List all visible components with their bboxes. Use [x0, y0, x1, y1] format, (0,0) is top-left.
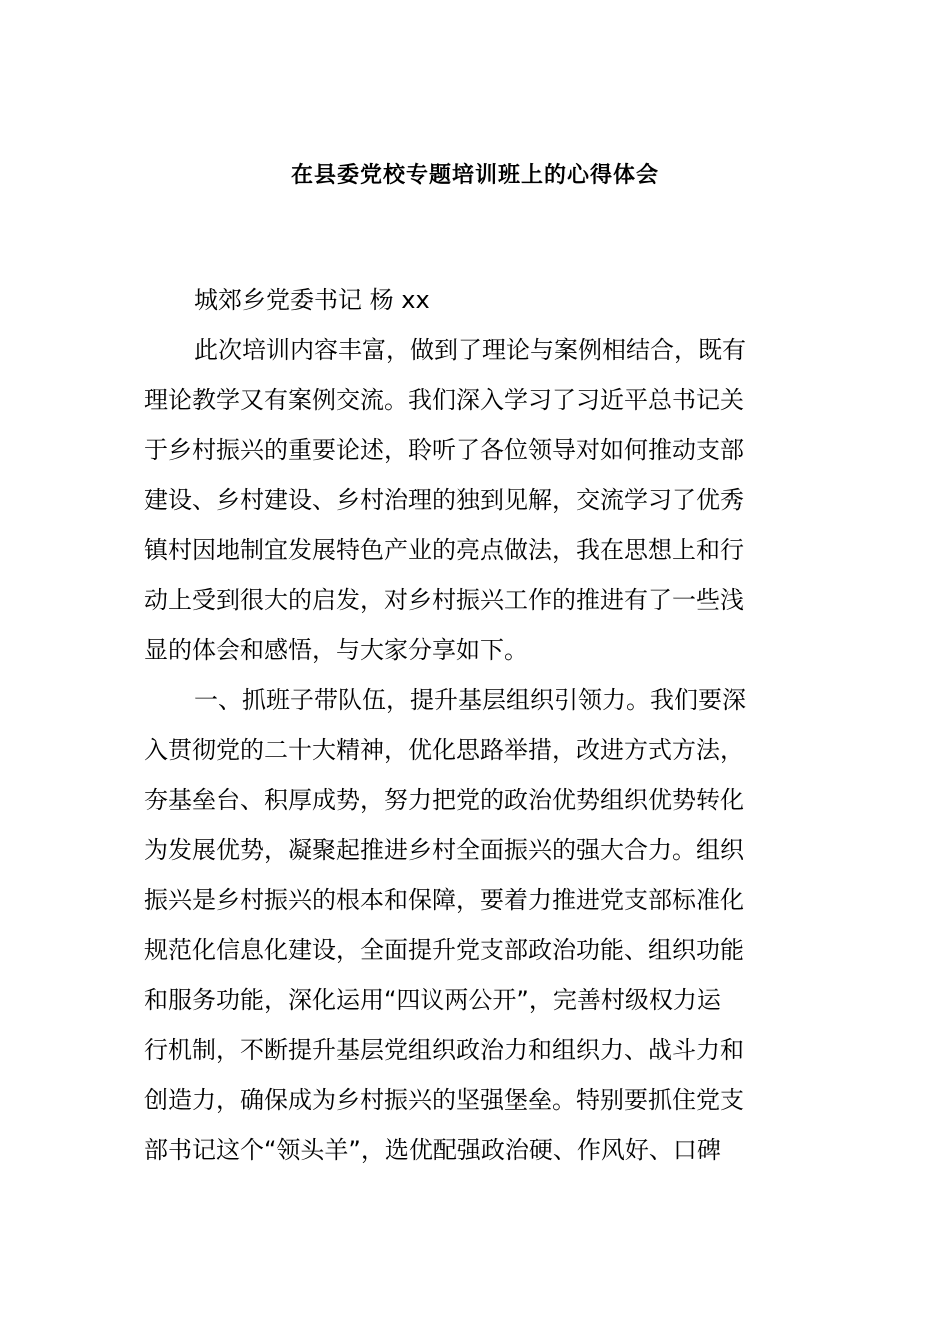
paragraph-line: 入贯彻党的二十大精神，优化思路举措，改进方式方法，	[144, 736, 744, 764]
paragraph-line: 为发展优势，凝聚起推进乡村全面振兴的强大合力。组织	[144, 836, 744, 864]
paragraph-line: 振兴是乡村振兴的根本和保障，要着力推进党支部标准化	[144, 886, 744, 914]
paragraph-line: 显的体会和感悟，与大家分享如下。	[144, 636, 528, 664]
paragraph-line: 创造力，确保成为乡村振兴的坚强堡垒。特别要抓住党支	[144, 1086, 744, 1114]
paragraph-line: 建设、乡村建设、乡村治理的独到见解，交流学习了优秀	[144, 486, 744, 514]
paragraph-line: 理论教学又有案例交流。我们深入学习了习近平总书记关	[144, 386, 744, 414]
document-title: 在县委党校专题培训班上的心得体会	[290, 163, 659, 188]
byline: 城郊乡党委书记 杨 xx	[194, 286, 430, 314]
paragraph-line: 镇村因地制宜发展特色产业的亮点做法，我在思想上和行	[144, 536, 744, 564]
paragraph-line: 部书记这个“领头羊”，选优配强政治硬、作风好、口碑	[144, 1136, 721, 1164]
paragraph-line: 于乡村振兴的重要论述，聆听了各位领导对如何推动支部	[144, 436, 744, 464]
paragraph-line: 和服务功能，深化运用“四议两公开”，完善村级权力运	[144, 986, 721, 1014]
paragraph-line: 此次培训内容丰富，做到了理论与案例相结合，既有	[194, 336, 746, 364]
paragraph-line: 夯基垒台、积厚成势，努力把党的政治优势组织优势转化	[144, 786, 744, 814]
paragraph-line: 行机制，不断提升基层党组织政治力和组织力、战斗力和	[144, 1036, 744, 1064]
paragraph-line: 规范化信息化建设，全面提升党支部政治功能、组织功能	[144, 936, 744, 964]
paragraph-line: 一、抓班子带队伍，提升基层组织引领力。我们要深	[194, 686, 746, 714]
paragraph-line: 动上受到很大的启发，对乡村振兴工作的推进有了一些浅	[144, 586, 744, 614]
